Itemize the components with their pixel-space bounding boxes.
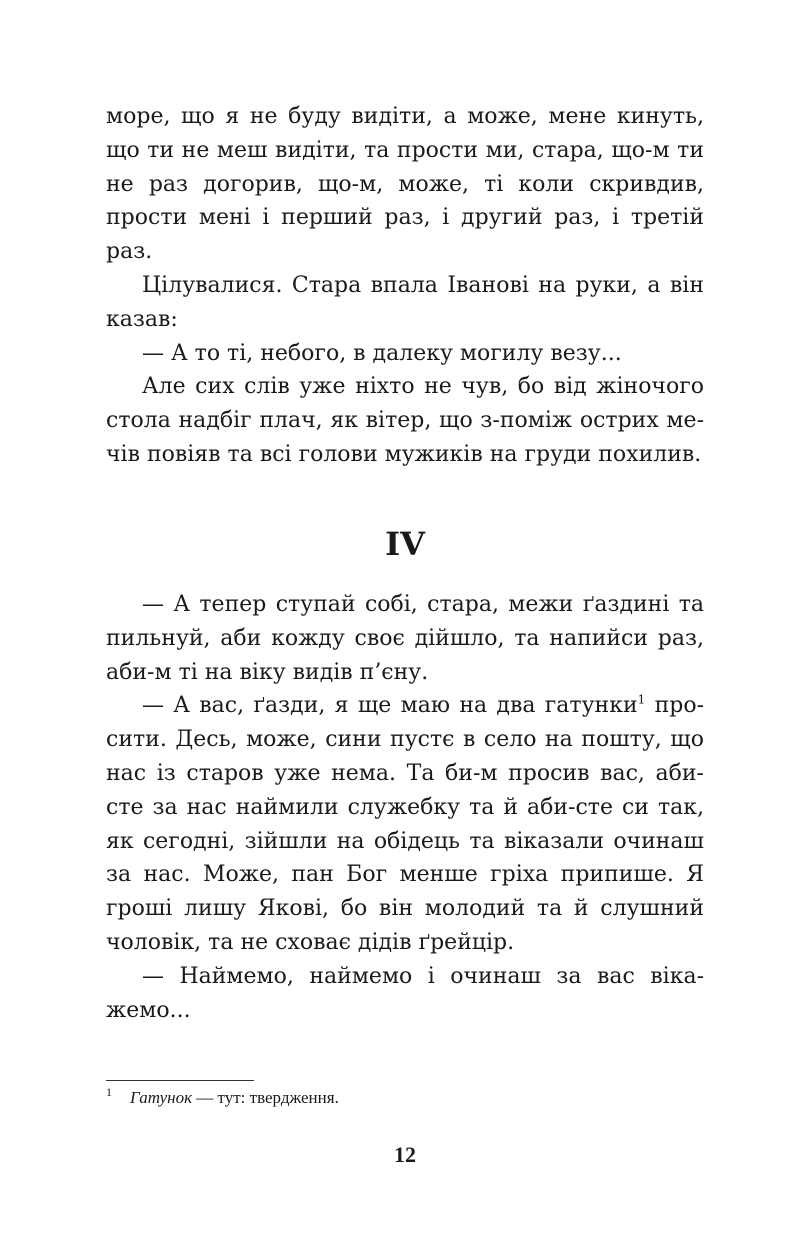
paragraph: Але сих слів уже ніхто не чув, бо від жіночого стола надбіг плач, як вітер, що з-поміж острих мечів повіяв та всі голови мужиків на груди похилив. <box>106 374 704 467</box>
paragraph: — Наймемо, наймемо і очинаш за вас вікажемо... <box>106 963 704 1023</box>
text-block-bottom <box>106 588 704 1027</box>
paragraph-text: — А вас, ґазди, я ще маю на два гатунки <box>142 693 638 719</box>
paragraph-text: просити. Десь, може, сини пустє в село на пошту, що нас із старов уже нема. Та би-м просив вас, аби-сте за нас наймили служебку та й аби-сте си так, як сегодні, зійшли на обідець та віказали очинаш за нас. Може, пан Бог менше гріха припише. Я гроші лишу Якові, бо він молодий та й слушний чоловік, та не сховає дідів ґрейцір. <box>106 693 705 955</box>
footnote-term: Гатунок <box>130 1088 193 1107</box>
paragraph: — А тепер ступай собі, стара, межи ґаздині та пильнуй, аби кожду своє дійшло, та напийси раз, аби-м ті на віку видів п’єну. <box>106 592 704 685</box>
paragraph: Цілувалися. Стара впала Іванові на руки, а він казав: <box>106 272 704 332</box>
page-number: 12 <box>394 1142 416 1167</box>
paragraph <box>106 689 704 959</box>
footnote-divider <box>106 1080 254 1081</box>
footnote-reference[interactable]: 1 <box>637 693 646 708</box>
footnote-definition: — тут: твердження. <box>192 1088 339 1107</box>
paragraph: — А то ті, небого, в далеку могилу везу... <box>142 340 622 366</box>
paragraph: море, що я не буду видіти, а може, мене кинуть, що ти не меш видіти, та прости ми, стара, що-м ти не раз догорив, що-м, може, ті коли скривдив, прости мені і перший раз, і другий раз, і третій раз. <box>106 104 704 265</box>
text-block-top <box>106 100 704 472</box>
chapter-heading: IV <box>385 525 425 563</box>
footnote: 1 Гатунок — тут: твердження. <box>106 1085 339 1107</box>
